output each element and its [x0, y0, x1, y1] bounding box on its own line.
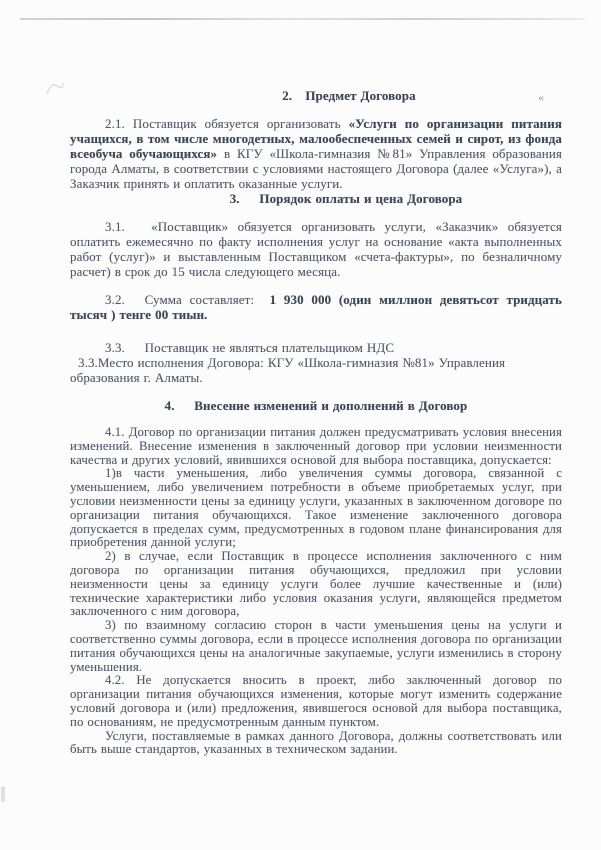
corner-quote-mark: «: [538, 90, 545, 104]
section-heading-poryadok-oplaty: 3. Порядок оплаты и цена Договора: [229, 191, 463, 206]
paragraph-2-1: [70, 116, 562, 191]
list-item-3: 3) по взаимному согласию сторон в части уменьшения цены на услуги и соответственно суммы договора, если в процессе исполнения договора по организации питания обучающихся цены на аналогичные закупаемые, услуги изменились в сторону уменьшения.: [70, 618, 562, 674]
section-4-body: [70, 426, 562, 757]
section-heading-vnesenie-izmeneniy: 4. Внесение изменений и дополнений в Договор: [164, 398, 468, 413]
paragraph-3-3-mesto: 3.3.Место исполнения Договора: КГУ «Школа-гимназия №81» Управления образования г. Алматы.: [70, 355, 506, 385]
paragraph-3-2: [70, 292, 562, 322]
paragraph-final: Услуги, поставляемые в рамках данного Договора, должны соответствовать или быть выше стандартов, указанных в техническом задании.: [70, 728, 562, 757]
scan-artifact-scribble: [44, 76, 66, 98]
bold-text-run: 1 930 000 (один миллион девятьсот тридцать тысяч ) тенге 00 тиын.: [70, 292, 562, 322]
list-item-2: 2) в случае, если Поставщик в процессе исполнения заключенного с ним договора по организации питания обучающихся, предложил при условии неизменности цены за единицу услуги более лучшие качественные и (или) технические характеристики либо условия оказания услуги, являющейся предметом заключенного с ним договора,: [70, 549, 562, 619]
scan-artifact-edge-mark: [1, 786, 5, 802]
scan-artifact-top-line: [20, 18, 585, 20]
list-item-1: 1)в части уменьшения, либо увеличения суммы договора, связанной с уменьшением, либо увеличением потребности в объеме приобретаемых услуг, при условии неизменности цены за единицу услуги, указанных в заключенном договоре по организации питания обучающихся. Такое изменение заключенного договора допускается в пределах сумм, предусмотренных в годовом плане финансирования для приобретения данной услуги;: [70, 466, 562, 550]
text-run: 3.2. Сумма составляет:: [105, 292, 270, 307]
paragraph-3-1: 3.1. «Поставщик» обязуется организовать услуги, «Заказчик» обязуется оплатить ежемесячно по факту исполнения услуг на основание «акта выполненных работ (услуг)» и выставленным Поставщиком «счета-фактуры», по безналичному расчет) в срок до 15 числа следующего месяца.: [70, 219, 562, 279]
section-heading-predmet-dogovora: 2. Предмет Договора: [282, 88, 416, 103]
paragraph-4-1: 4.1. Договор по организации питания должен предусматривать условия внесения изменений. Внесение изменения в заключенный договор при условии неизменности качества и других условий, явившихся основой для выбора поставщика, допускается:: [70, 425, 562, 467]
paragraph-4-2: 4.2. Не допускается вносить в проект, либо заключенный договор по организации питания обучающихся изменения, которые могут изменить содержание условий договора и (или) предложения, явившегося основой для выбора поставщика, по основаниям, не предусмотренным данным пунктом.: [70, 673, 562, 729]
text-run: в КГУ «Школа-гимназия №81» Управления образования города Алматы, в соответствии с условиями настоящего Договора (далее «Услуга»), а Заказчик принять и оплатить оказанные услуги.: [70, 146, 562, 191]
document-content: [70, 88, 562, 757]
paragraph-3-3: 3.3. Поставщик не являться плательщиком НДС: [105, 340, 395, 355]
bold-text-run: «Услуги по организации питания учащихся, в том числе многодетных, малообеспеченных семей и сирот, из фонда всеобуча обучающихся»: [70, 116, 562, 161]
text-run: 2.1. Поставщик обязуется организовать: [105, 116, 349, 131]
